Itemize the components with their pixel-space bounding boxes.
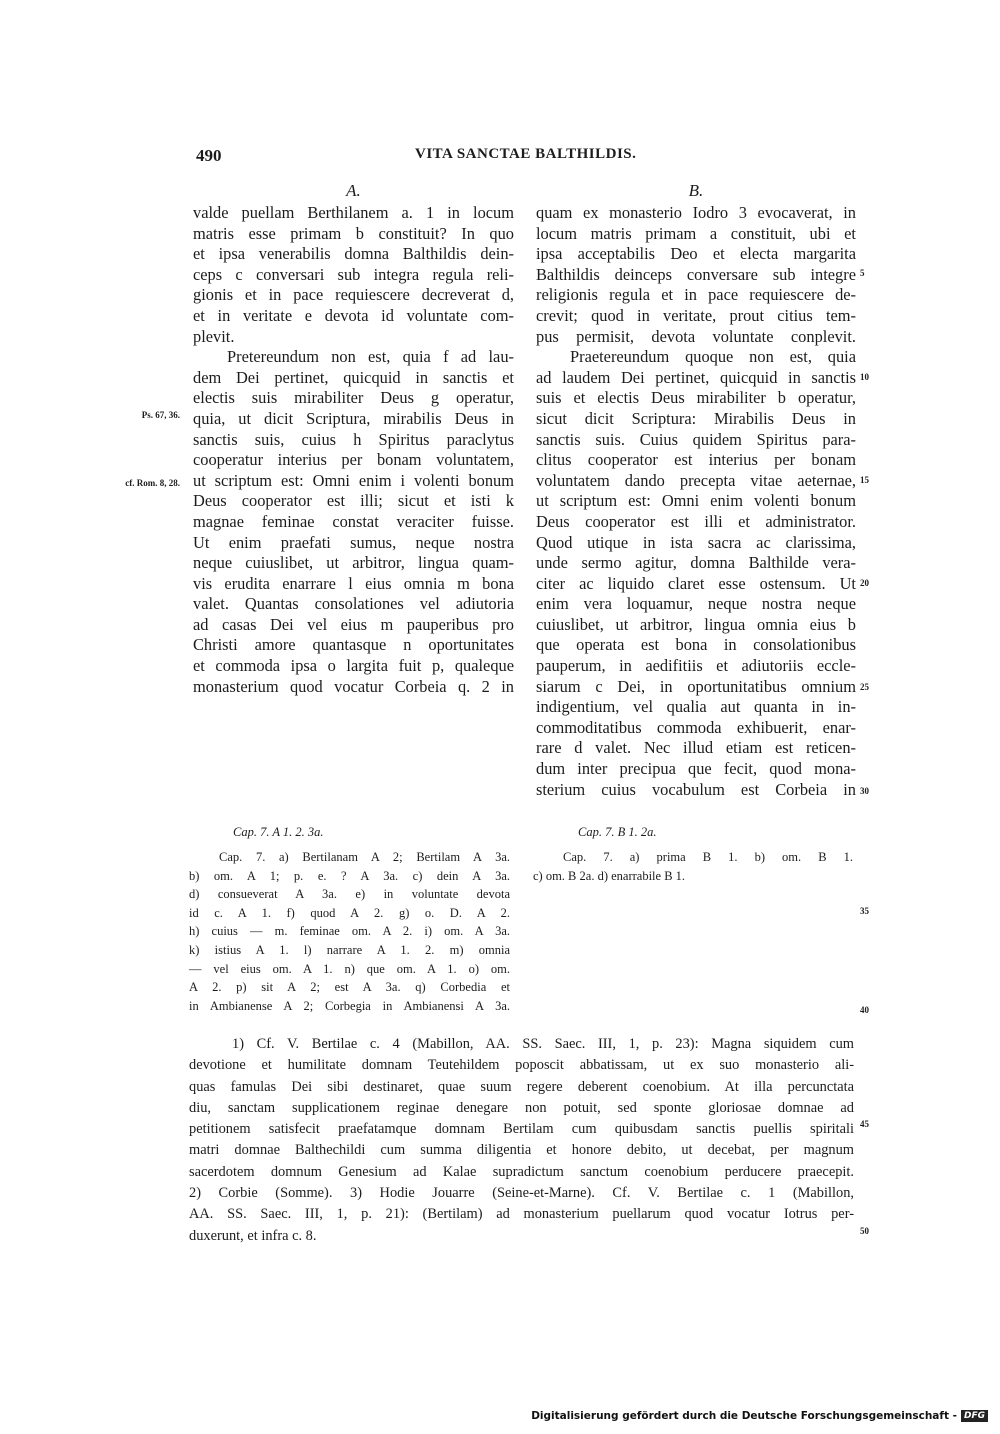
variant-line: Cap. 7. a) Bertilanam A 2; Bertilam A 3a. — [219, 850, 510, 864]
text-line: quia, ut dicit Scriptura, mirabilis Deus in — [193, 408, 514, 428]
text-line: ut scriptum est: Omni enim i volenti bonum — [193, 470, 514, 490]
text-line: voluntatem dando precepta vitae aeternae, — [536, 470, 856, 490]
footnote-line: duxerunt, et infra c. 8. — [189, 1227, 317, 1244]
footnote-line: diu, sanctam supplicationem reginae denegare non potuit, sed sponte gloriosae domnae ad — [189, 1099, 854, 1116]
text-line: Balthildis deinceps conversare sub integre — [536, 264, 856, 284]
variants-a-apparatus — [189, 848, 510, 1015]
text-line: Pretereundum non est, quia f ad lau- — [227, 347, 514, 367]
digitization-credit — [531, 1410, 988, 1422]
line-number: 50 — [860, 1226, 869, 1236]
margin-ref-psalm: Ps. 67, 36. — [141, 410, 180, 420]
variant-line: A 2. p) sit A 2; est A 3a. q) Corbedia et — [189, 980, 510, 995]
text-line: sanctis suis. Cuius quidem Spiritus para- — [536, 429, 856, 449]
text-line: ipsa acceptabilis Deo et electa margarita — [536, 244, 856, 264]
text-line: ad casas Dei vel eius m pauperibus pro — [193, 614, 514, 634]
text-line: ceps c conversari sub integra regula reli- — [193, 264, 514, 284]
line-number: 20 — [860, 578, 869, 588]
line-number: 5 — [860, 268, 865, 278]
footnote-line: matri domnae Balthechildi cum summa diligentia et honore debito, ut decebat, per magnum — [189, 1142, 854, 1159]
dfg-logo-icon: DFG — [961, 1410, 988, 1422]
footnote-line: quas famulas Dei sibi destinaret, quae suum regere deberent coenobium. At illa percunctata — [189, 1078, 854, 1095]
margin-ref-romans: cf. Rom. 8, 28. — [125, 478, 180, 488]
variant-line: Cap. 7. a) prima B 1. b) om. B 1. — [563, 850, 853, 864]
line-number: 15 — [860, 475, 869, 485]
line-number: 30 — [860, 786, 869, 796]
text-line: Deus cooperator est illi et administrator. — [536, 511, 856, 531]
text-line: monasterium quod vocatur Corbeia q. 2 in — [193, 676, 514, 696]
text-line: indigentium, vel qualia aut quanta in in- — [536, 697, 856, 717]
text-line: et in veritate e devota id voluntate com- — [193, 305, 514, 325]
text-line: sterium cuius vocabulum est Corbeia in — [536, 779, 856, 799]
text-line: cuiuslibet, ut arbitror, lingua omnia eius b — [536, 614, 856, 634]
running-title: VITA SANCTAE BALTHILDIS. — [415, 146, 637, 162]
text-line: cooperatur interius per bonam voluntatem, — [193, 450, 514, 470]
variants-b-apparatus — [533, 848, 853, 885]
text-line: magnae feminae constat veraciter fuisse. — [193, 511, 514, 531]
text-line: unde sermo agitur, domna Balthilde vera- — [536, 553, 856, 573]
text-line: quam ex monasterio Iodro 3 evocaverat, in — [536, 203, 856, 222]
variant-line: b) om. A 1; p. e. ? A 3a. c) dein A 3a. — [189, 868, 510, 883]
variant-line: h) cuius — m. feminae om. A 2. i) om. A 3a. — [189, 924, 510, 939]
text-line: pauperum, in aedifitiis et adiutoriis eccle- — [536, 656, 856, 676]
text-line: pus permisit, devota voluntate conplevit. — [536, 326, 856, 346]
text-line: ad laudem Dei pertinet, quicquid in sanctis — [536, 367, 856, 387]
footnote-line: 1) Cf. V. Bertilae c. 4 (Mabillon, AA. SS. Saec. III, 1, p. 23): Magna siquidem cum — [232, 1036, 854, 1052]
text-line: valet. Quantas consolationes vel adiutoria — [193, 594, 514, 614]
line-number: 10 — [860, 372, 869, 382]
variant-line: c) om. B 2a. d) enarrabile B 1. — [533, 868, 686, 883]
page-number: 490 — [196, 146, 222, 165]
text-line: enim vera loquamur, neque nostra neque — [536, 594, 856, 614]
text-line: gionis et in pace requiescere decreverat d, — [193, 285, 514, 305]
text-line: Ut enim praefati sumus, neque nostra — [193, 532, 514, 552]
text-line: suis et electis Deus mirabiliter b operatur, — [536, 388, 856, 408]
variant-line: in Ambianense A 2; Corbegia in Ambianensi A 3a. — [189, 998, 510, 1013]
column-b-heading: B. — [688, 181, 704, 200]
text-line: et ipsa venerabilis domna Balthildis dein- — [193, 244, 514, 264]
line-number: 40 — [860, 1005, 869, 1015]
variants-b-caption: Cap. 7. B 1. 2a. — [578, 825, 657, 839]
credit-text: Digitalisierung gefördert durch die Deutsche Forschungsgemeinschaft - — [531, 1410, 957, 1422]
text-line: Deus cooperator est illi; sicut et isti k — [193, 491, 514, 511]
line-number: 25 — [860, 682, 869, 692]
footnote-line: AA. SS. Saec. III, 1, p. 21): (Bertilam) ad monasterium puellarum quod vocatur Iotrus per- — [189, 1206, 854, 1223]
text-line: rare d valet. Nec illud etiam est reticen- — [536, 738, 856, 758]
line-number: 35 — [860, 906, 869, 916]
footnote-line: sacerdotem domnum Genesium ad Kalae supradictum sanctum coenobium perducere praecepit. — [189, 1163, 854, 1180]
variant-line: — vel eius om. A 1. n) que om. A 1. o) om. — [189, 961, 510, 976]
text-line: crevit; quod in veritate, prout citius tem- — [536, 305, 856, 325]
text-line: valde puellam Berthilanem a. 1 in locum — [193, 203, 514, 222]
text-line: locum matris primam a constituit, ubi et — [536, 223, 856, 243]
text-line: commoditatibus commoda exhibuerit, enar- — [536, 717, 856, 737]
column-a-text — [193, 203, 514, 697]
text-line: dum inter precipua que fecit, quod mona- — [536, 759, 856, 779]
text-line: que operata est bona in consolationibus — [536, 635, 856, 655]
line-number: 45 — [860, 1119, 869, 1129]
footnotes — [189, 1034, 854, 1247]
variant-line: id c. A 1. f) quod A 2. g) o. D. A 2. — [189, 905, 510, 920]
variant-line: k) istius A 1. l) narrare A 1. 2. m) omnia — [189, 942, 510, 957]
text-line: vis erudita enarrare l eius omnia m bona — [193, 573, 514, 593]
text-line: religionis regula et in pace requiescere de- — [536, 285, 856, 305]
text-line: Christi amore quantasque n oportunitates — [193, 635, 514, 655]
footnote-line: 2) Corbie (Somme). 3) Hodie Jouarre (Seine-et-Marne). Cf. V. Bertilae c. 1 (Mabillon, — [189, 1185, 854, 1202]
column-a-heading: A. — [346, 181, 361, 200]
text-line: plevit. — [193, 326, 235, 346]
text-line: clitus cooperator est interius per bonam — [536, 450, 856, 470]
text-line: electis suis mirabiliter Deus g operatur, — [193, 388, 514, 408]
text-line: sanctis suis, cuius h Spiritus paraclytus — [193, 429, 514, 449]
column-b-text — [536, 203, 856, 800]
variant-line: d) consueverat A 3a. e) in voluntate devota — [189, 887, 510, 902]
text-line: sicut dicit Scriptura: Mirabilis Deus in — [536, 408, 856, 428]
text-line: neque cuiuslibet, ut arbitror, lingua quam- — [193, 553, 514, 573]
footnote-line: devotione et humilitate domnam Teutehildem poposcit abbatissam, ut ex suo monasterio ali- — [189, 1057, 854, 1074]
variants-a-caption: Cap. 7. A 1. 2. 3a. — [233, 825, 324, 839]
footnote-line: petitionem satisfecit praefatamque domnam Bertilam cum quibusdam sanctis puellis spiritali — [189, 1121, 854, 1138]
text-line: matris esse primam b constituit? In quo — [193, 223, 514, 243]
text-line: siarum c Dei, in oportunitatibus omnium — [536, 676, 856, 696]
text-line: Praetereundum quoque non est, quia — [570, 347, 856, 367]
text-line: Quod utique in ista sacra ac clarissima, — [536, 532, 856, 552]
text-line: citer ac liquido claret esse ostensum. Ut — [536, 573, 856, 593]
text-line: ut scriptum est: Omni enim volenti bonum — [536, 491, 856, 511]
text-line: et commoda ipsa o largita fuit p, qualeque — [193, 656, 514, 676]
text-line: dem Dei pertinet, quicquid in sanctis et — [193, 367, 514, 387]
